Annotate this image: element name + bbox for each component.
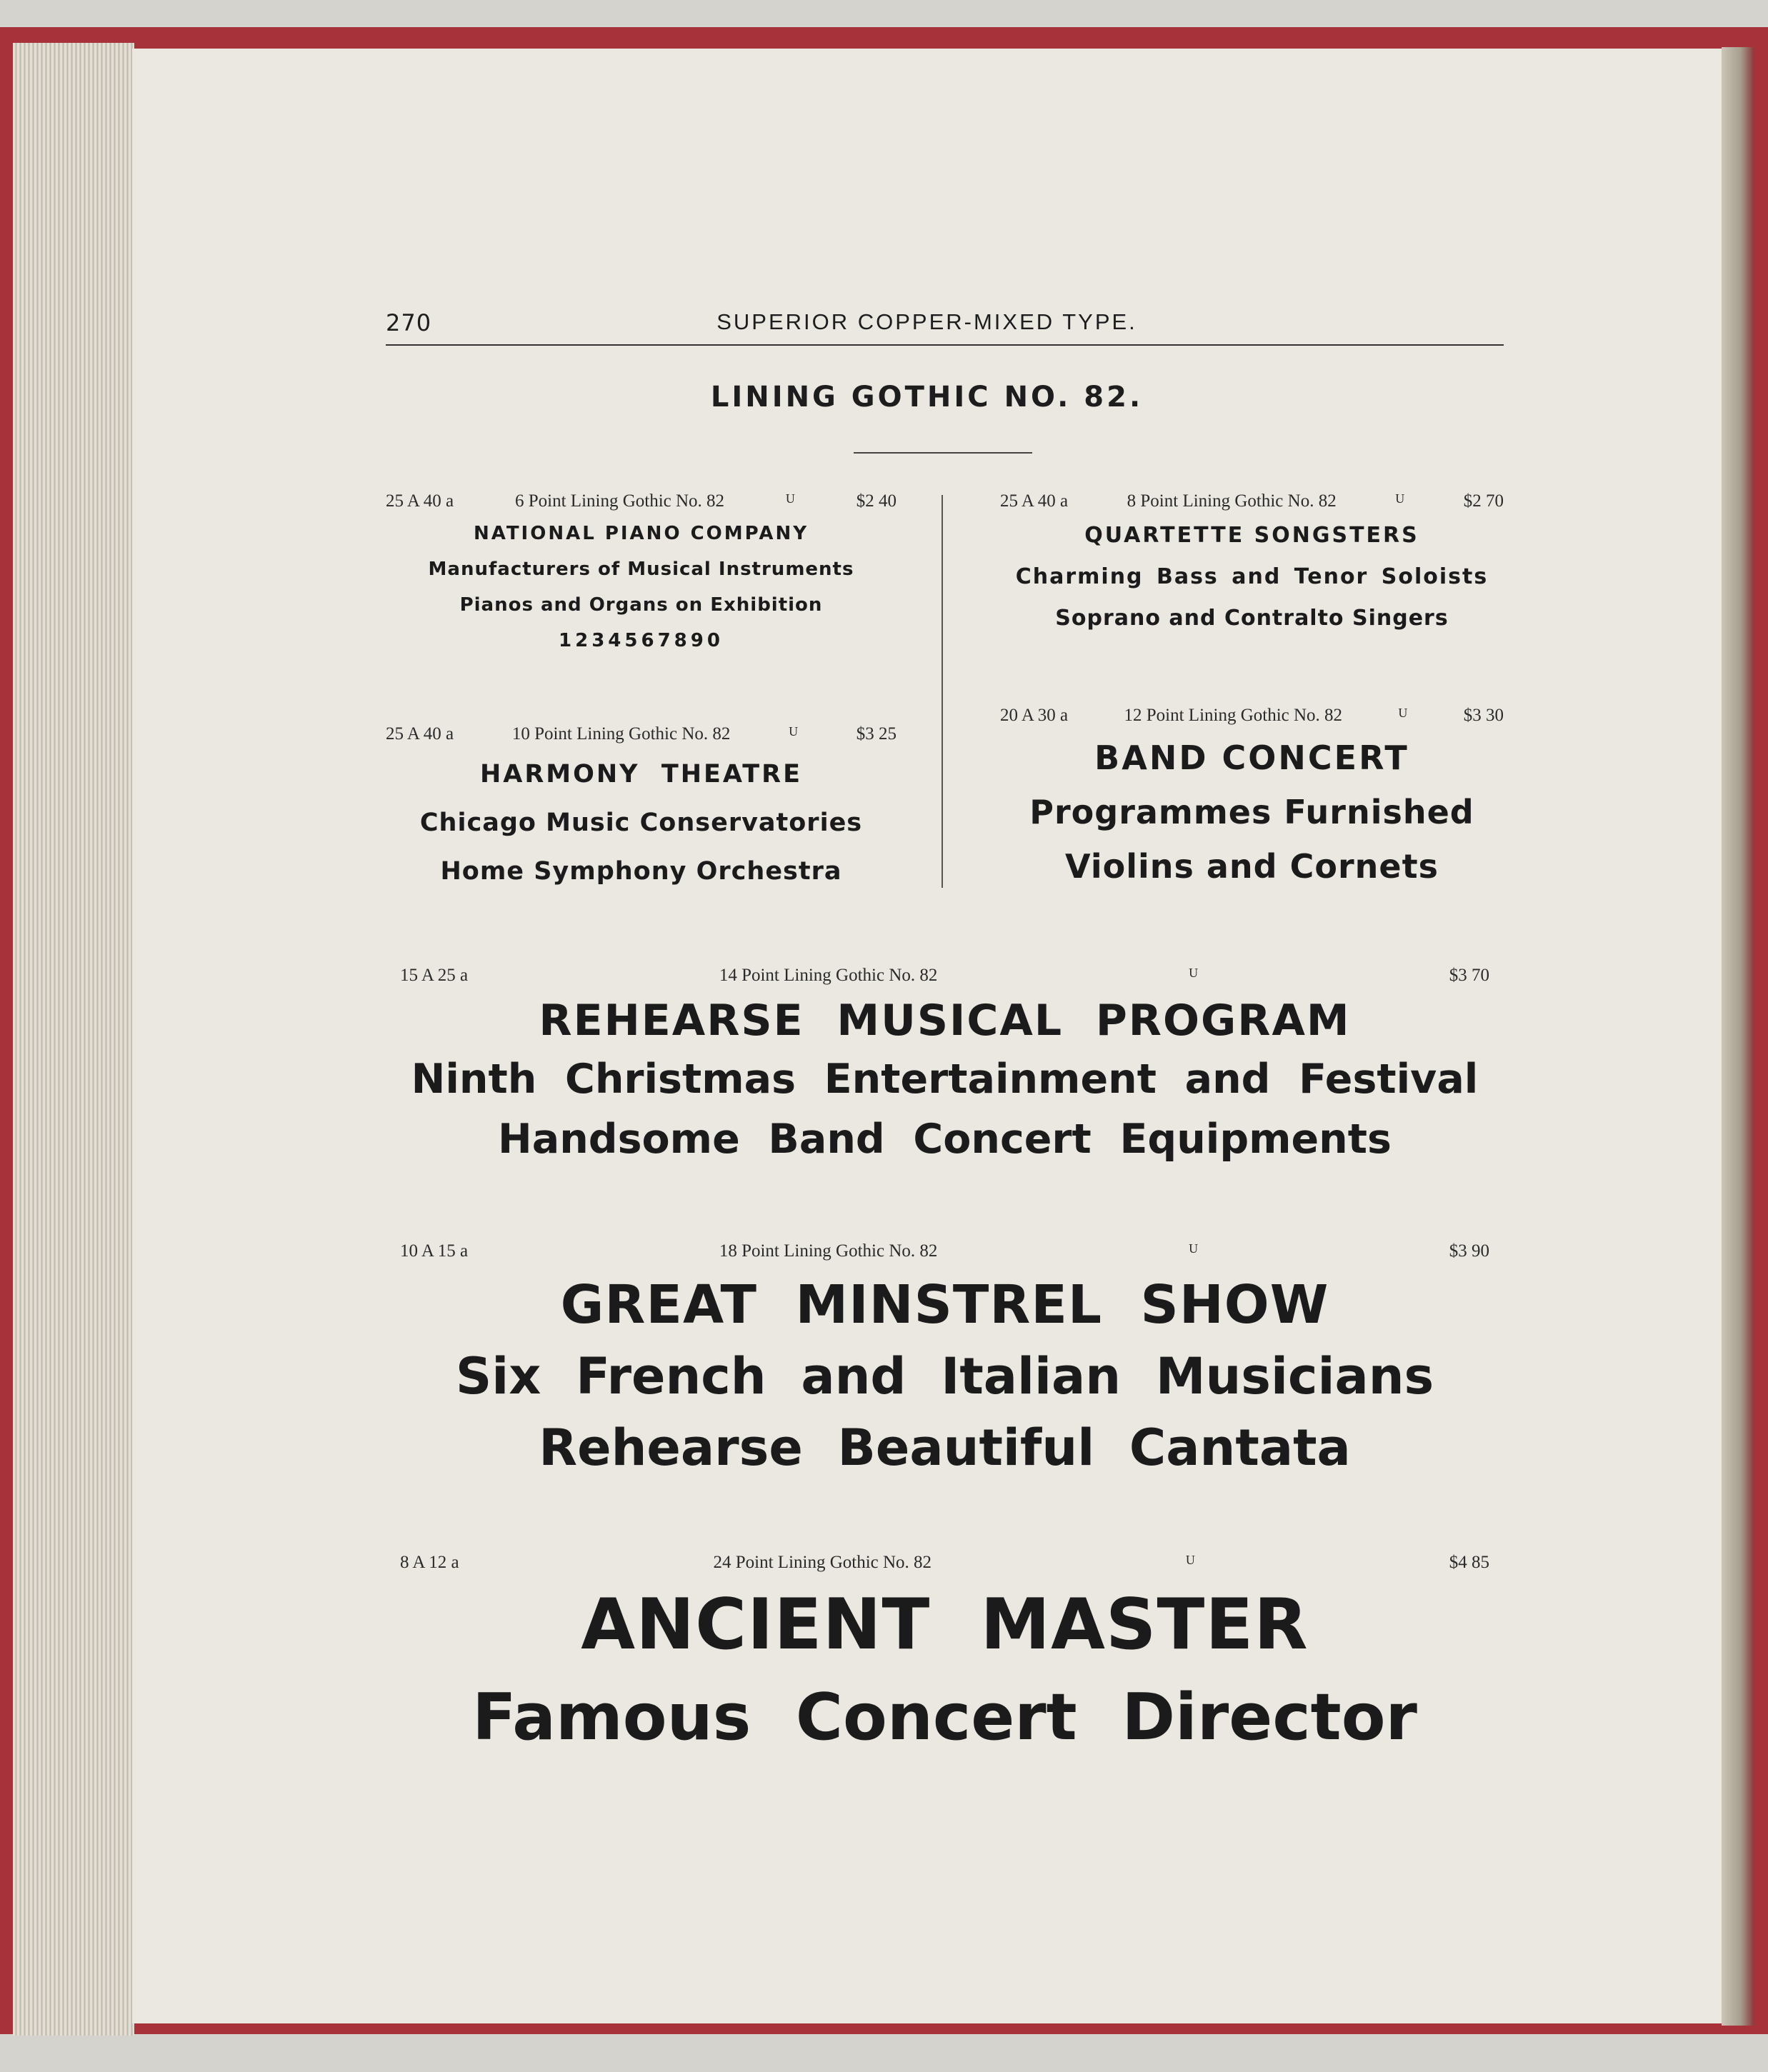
code-letter: U <box>1189 1241 1199 1256</box>
specimen-meta-10pt <box>386 724 897 744</box>
page-stack-edge <box>13 43 134 2036</box>
specimen-line: Violins and Cornets <box>1065 847 1439 886</box>
code-letter: U <box>1189 966 1199 980</box>
price: $3 25 <box>856 724 897 744</box>
specimen-line: Charming Bass and Tenor Soloists <box>1015 564 1489 589</box>
size-label: 8 Point Lining Gothic No. 82 <box>1127 491 1337 511</box>
font-count: 20 A 30 a <box>1000 706 1069 725</box>
specimen-line: Pianos and Organs on Exhibition <box>459 594 823 616</box>
specimen-meta-18pt <box>386 1241 1504 1261</box>
price: $4 85 <box>1449 1553 1489 1572</box>
book-page <box>132 49 1722 2023</box>
price: $2 70 <box>1463 491 1504 511</box>
code-letter: U <box>789 724 799 739</box>
code-letter: U <box>1185 1553 1195 1567</box>
specimen-line: Home Symphony Orchestra <box>440 857 842 886</box>
specimen-line: QUARTETTE SONGSTERS <box>1084 523 1419 548</box>
specimen-line: Ninth Christmas Entertainment and Festival <box>411 1056 1479 1103</box>
specimen-line: HARMONY THEATRE <box>479 760 803 789</box>
code-letter: U <box>785 491 795 506</box>
column-divider <box>942 495 943 888</box>
specimen-line: Programmes Furnished <box>1029 793 1474 831</box>
specimen-line: Manufacturers of Musical Instruments <box>428 559 854 580</box>
specimen-line: Handsome Band Concert Equipments <box>498 1116 1392 1163</box>
running-title: SUPERIOR COPPER-MIXED TYPE. <box>716 309 1137 334</box>
specimen-line: Chicago Music Conservatories <box>419 809 863 837</box>
font-count: 25 A 40 a <box>386 724 454 744</box>
price: $3 30 <box>1463 706 1504 725</box>
specimen-line: BAND CONCERT <box>1094 739 1409 777</box>
specimen-meta-12pt <box>1000 706 1504 726</box>
size-label: 24 Point Lining Gothic No. 82 <box>713 1553 932 1572</box>
font-count: 10 A 15 a <box>400 1241 469 1261</box>
code-letter: U <box>1398 706 1408 720</box>
font-count: 8 A 12 a <box>400 1553 459 1572</box>
price: $3 90 <box>1449 1241 1489 1261</box>
font-count: 25 A 40 a <box>386 491 454 511</box>
specimen-line: Soprano and Contralto Singers <box>1055 606 1449 631</box>
price: $3 70 <box>1449 966 1489 985</box>
font-count: 25 A 40 a <box>1000 491 1069 511</box>
code-letter: U <box>1395 491 1405 506</box>
size-label: 14 Point Lining Gothic No. 82 <box>719 966 938 985</box>
specimen-line: 1234567890 <box>559 630 724 651</box>
specimen-line: Famous Concert Director <box>472 1680 1417 1755</box>
price: $2 40 <box>856 491 897 511</box>
title-rule <box>854 452 1032 454</box>
page-number: 270 <box>386 309 432 336</box>
specimen-line: REHEARSE MUSICAL PROGRAM <box>539 996 1351 1046</box>
specimen-line: ANCIENT MASTER <box>581 1584 1309 1666</box>
font-count: 15 A 25 a <box>400 966 469 985</box>
size-label: 10 Point Lining Gothic No. 82 <box>511 724 731 744</box>
specimen-meta-24pt <box>386 1553 1504 1573</box>
specimen-line: GREAT MINSTREL SHOW <box>560 1274 1329 1336</box>
size-label: 6 Point Lining Gothic No. 82 <box>515 491 725 511</box>
section-title: LINING GOTHIC NO. 82. <box>710 381 1144 414</box>
size-label: 18 Point Lining Gothic No. 82 <box>719 1241 938 1261</box>
specimen-meta-8pt <box>1000 491 1504 511</box>
specimen-meta-6pt <box>386 491 897 511</box>
size-label: 12 Point Lining Gothic No. 82 <box>1124 706 1343 725</box>
specimen-meta-14pt <box>386 966 1504 986</box>
specimen-line: Six French and Italian Musicians <box>455 1347 1434 1406</box>
specimen-line: Rehearse Beautiful Cantata <box>539 1418 1351 1477</box>
header-rule <box>386 344 1504 346</box>
book-gutter <box>1722 47 1754 2026</box>
specimen-line: NATIONAL PIANO COMPANY <box>473 523 809 544</box>
